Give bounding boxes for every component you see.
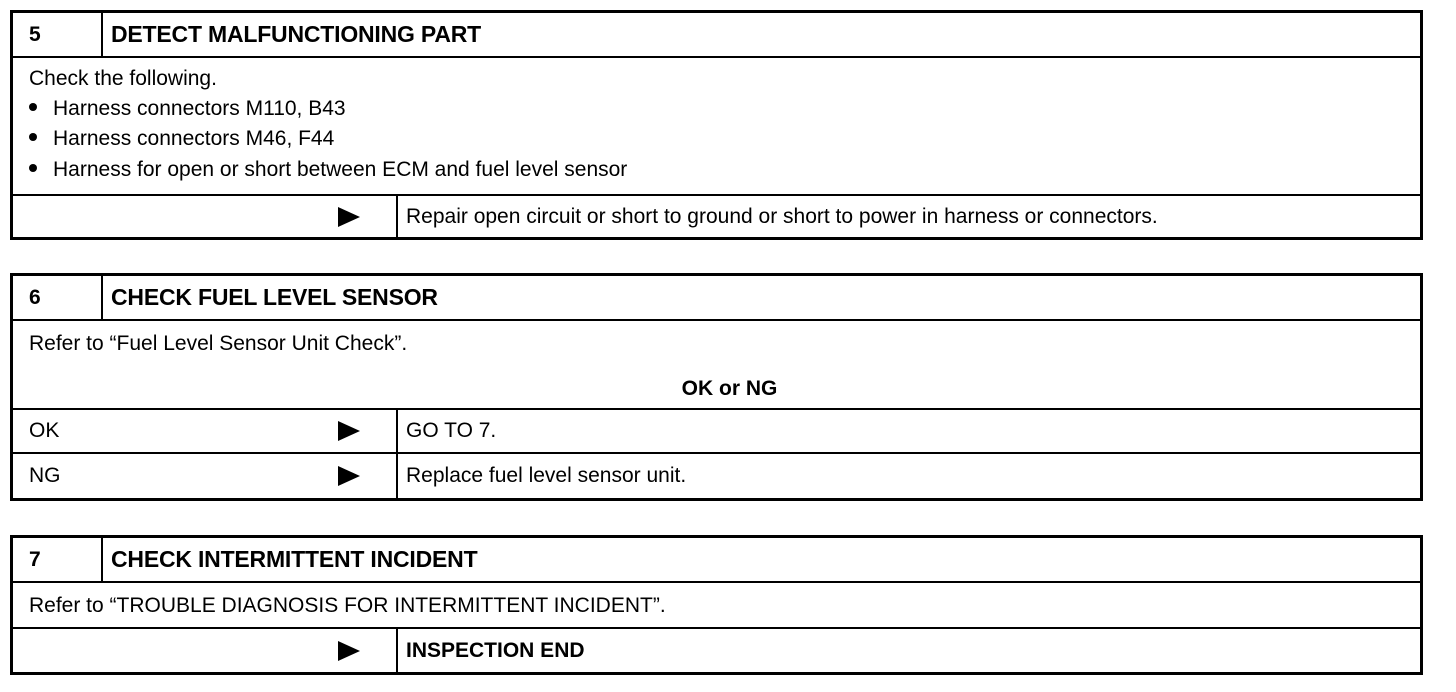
step-7-number: 7 [13,538,103,581]
step-6-result-label-ok: OK [29,419,60,442]
step-7-result-row [13,627,1420,672]
step-6-result-label-ng: NG [29,464,61,487]
step-5-bullet-1: Harness connectors M110, B43 [29,95,346,123]
step-5-intro: Check the following. [29,67,217,90]
step-5-box [10,10,1423,240]
step-6-result-condition-ok [13,410,398,452]
step-6-title: CHECK FUEL LEVEL SENSOR [111,284,438,310]
step-5-header [13,13,1420,58]
arrow-right-icon [338,421,360,441]
step-5-bullet-3: Harness for open or short between ECM and fuel level sensor [29,156,627,184]
step-6-result-row-ok [13,408,1420,452]
step-6-result-action-ng: Replace fuel level sensor unit. [406,464,687,487]
step-5-number: 5 [13,13,103,56]
step-5-result-action: Repair open circuit or short to ground or short to power in harness or connectors. [406,204,1158,228]
step-7-result-action: INSPECTION END [406,638,585,662]
step-5-bullet-2: Harness connectors M46, F44 [29,125,334,153]
arrow-right-icon [338,466,360,486]
step-6-intro: Refer to “Fuel Level Sensor Unit Check”. [29,332,408,355]
step-6-result-action-ok: GO TO 7. [406,419,497,442]
step-7-title: CHECK INTERMITTENT INCIDENT [111,546,478,572]
step-6-result-condition-ng [13,454,398,498]
step-7-result-condition [13,629,398,672]
step-6-number: 6 [13,276,103,319]
step-5-result-row [13,194,1420,237]
step-6-header [13,276,1420,321]
step-6-question: OK or NG [681,377,778,400]
step-5-result-condition [13,196,398,237]
step-7-intro: Refer to “TROUBLE DIAGNOSIS FOR INTERMITTENT INCIDENT”. [29,594,666,617]
step-7-header [13,538,1420,583]
step-6-box [10,273,1423,501]
step-5-title: DETECT MALFUNCTIONING PART [111,21,482,47]
step-6-result-row-ng [13,452,1420,498]
arrow-right-icon [338,207,360,227]
arrow-right-icon [338,641,360,661]
step-7-box [10,535,1423,675]
